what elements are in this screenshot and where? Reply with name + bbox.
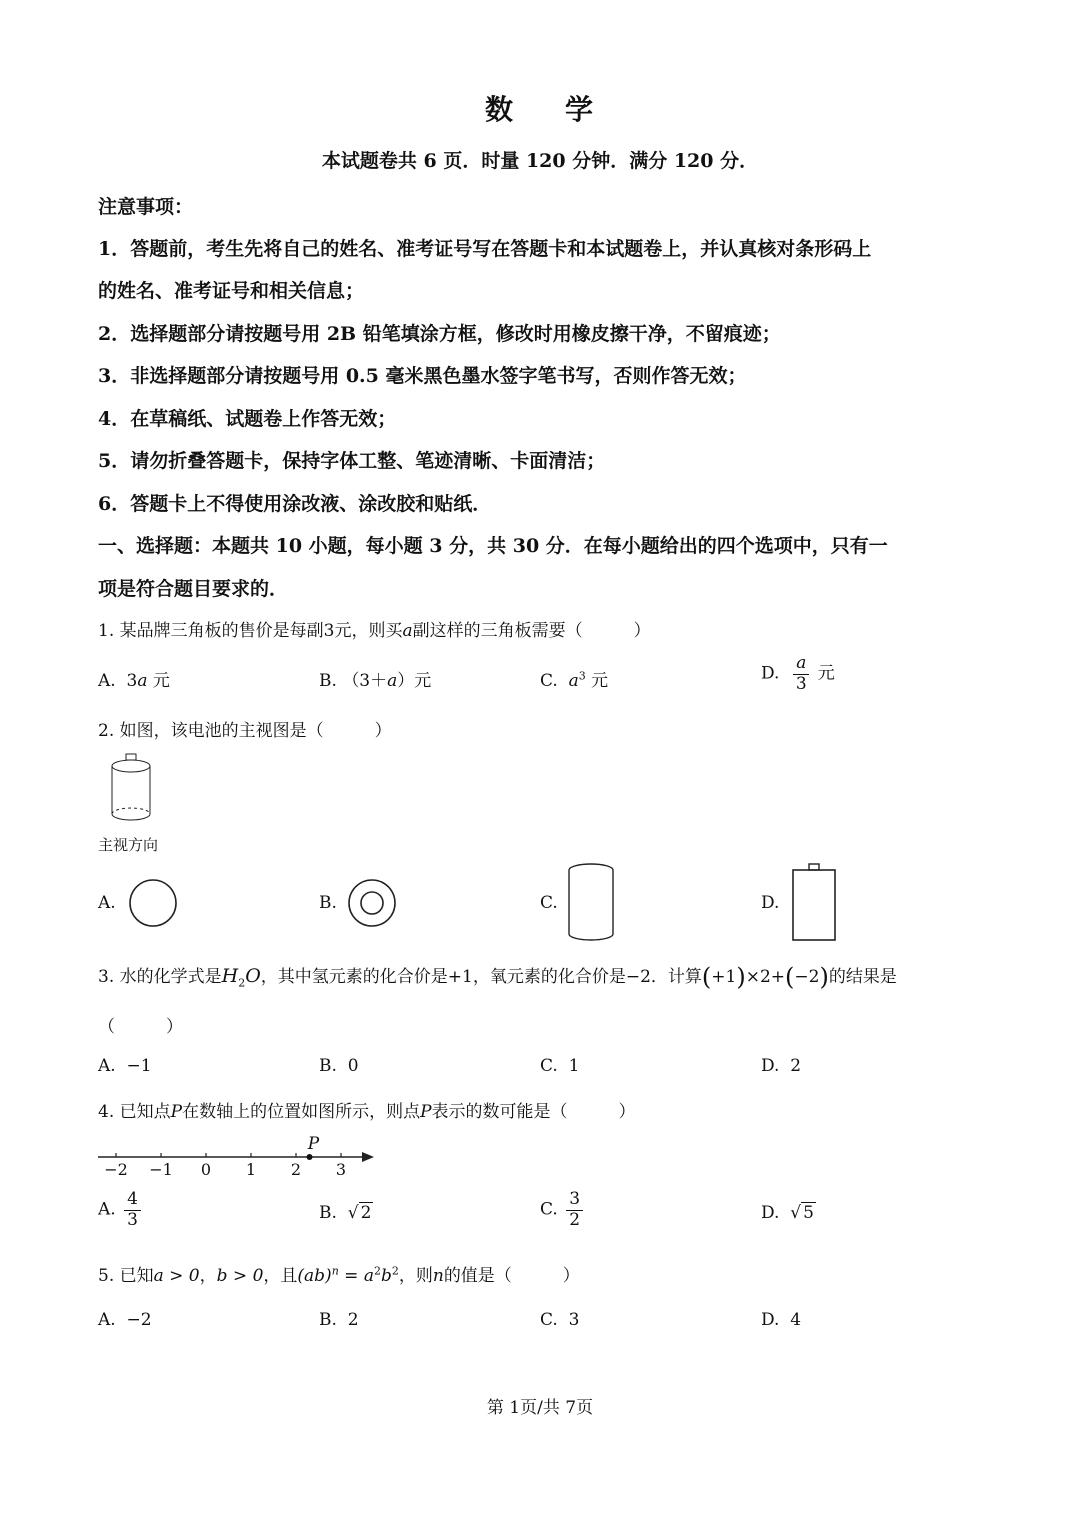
q3-option-a[interactable]: A. −1 xyxy=(98,1056,152,1076)
q5-option-a[interactable]: A. −2 xyxy=(98,1310,152,1330)
q1-option-c[interactable]: C. $a^3$ 元 xyxy=(540,669,609,691)
notice-item-4: 4．在草稿纸、试题卷上作答无效； xyxy=(98,408,397,430)
q2-option-b-concentric-circles[interactable] xyxy=(347,878,397,928)
section-heading-cont: 项是符合题目要求的． xyxy=(98,578,289,600)
question-3-answer-paren: （ ） xyxy=(98,1017,183,1037)
section-heading: 一、选择题：本题共 10 小题，每小题 3 分，共 30 分．在每小题给出的四个选项中，只有一 xyxy=(98,535,888,557)
q2-option-c-label[interactable]: C. xyxy=(540,893,558,913)
notice-item-2: 2．选择题部分请按题号用 2B 铅笔填涂方框，修改时用橡皮擦干净，不留痕迹； xyxy=(98,323,781,345)
battery-3d-figure xyxy=(112,754,160,826)
q3-option-d[interactable]: D. 2 xyxy=(761,1056,802,1076)
fraction: $\frac{a}{3}$ xyxy=(793,654,809,694)
point-p xyxy=(307,1154,313,1160)
q2-option-d-battery-rect[interactable] xyxy=(791,862,837,944)
q5-option-d[interactable]: D. 4 xyxy=(761,1310,802,1330)
exam-info: 本试题卷共 6 页．时量 120 分钟．满分 120 分． xyxy=(321,150,759,172)
q1-option-b[interactable]: B. （3＋a）元 xyxy=(319,671,432,691)
notice-item-1-cont: 的姓名、准考证号和相关信息； xyxy=(98,280,365,302)
axis-tick-label: −2 xyxy=(104,1160,128,1179)
q2-option-a-circle[interactable] xyxy=(128,878,178,928)
notice-heading: 注意事项： xyxy=(98,196,194,218)
q4-option-c[interactable]: C. $\frac{3}{2}$ xyxy=(540,1190,586,1230)
axis-tick-label: −1 xyxy=(149,1160,173,1179)
question-1-stem: 1. 某品牌三角板的售价是每副3元，则买a副这样的三角板需要（ ） xyxy=(98,621,651,641)
question-3-stem: 3. 水的化学式是$H_2O$，其中氢元素的化合价是+1，氧元素的化合价是−2．计算(+1)×2+(−2)的结果是 xyxy=(98,963,897,991)
axis-tick-label: 0 xyxy=(200,1160,212,1179)
q2-option-b-label[interactable]: B. xyxy=(319,893,337,913)
page-title: 数 学 xyxy=(484,93,596,126)
axis-arrow xyxy=(362,1152,374,1162)
axis-tick-label: 2 xyxy=(290,1160,302,1179)
q4-option-d[interactable]: D. √ 5 xyxy=(761,1203,814,1223)
q4-option-a[interactable]: A. $\frac{4}{3}$ xyxy=(98,1190,144,1230)
page-number: 第 1页/共 7页 xyxy=(486,1398,594,1418)
q3-option-c[interactable]: C. 1 xyxy=(540,1056,580,1076)
q1-option-d[interactable]: D. $\frac{a}{3}$ 元 xyxy=(761,653,835,694)
q3-option-b[interactable]: B. 0 xyxy=(319,1056,359,1076)
axis-tick-label: 1 xyxy=(245,1160,257,1179)
notice-item-3: 3．非选择题部分请按题号用 0.5 毫米黑色墨水签字笔书写，否则作答无效； xyxy=(98,365,747,387)
q5-option-c[interactable]: C. 3 xyxy=(540,1310,580,1330)
question-5-stem: 5. 已知a > 0，b > 0，且$(ab)^n = a^2b^2$，则n的值是（ ） xyxy=(98,1264,580,1286)
q4-option-b[interactable]: B. √ 2 xyxy=(319,1203,372,1223)
notice-item-5: 5．请勿折叠答题卡，保持字体工整、笔迹清晰、卡面清洁； xyxy=(98,450,606,472)
q2-option-c-cylinder[interactable] xyxy=(567,862,615,944)
view-direction-label: 主视方向 xyxy=(98,836,159,854)
number-line xyxy=(96,1132,386,1182)
notice-item-1: 1．答题前，考生先将自己的姓名、准考证号写在答题卡和本试题卷上，并认真核对条形码上 xyxy=(98,238,872,260)
q2-option-a-label[interactable]: A. xyxy=(98,893,116,913)
axis-tick-label: 3 xyxy=(335,1160,347,1179)
q1-option-a[interactable]: A. 3a 元 xyxy=(98,671,170,691)
q2-option-d-label[interactable]: D. xyxy=(761,893,780,913)
question-4-stem: 4. 已知点P在数轴上的位置如图所示，则点P表示的数可能是（ ） xyxy=(98,1102,636,1122)
q5-option-b[interactable]: B. 2 xyxy=(319,1310,359,1330)
notice-item-6: 6．答题卡上不得使用涂改液、涂改胶和贴纸． xyxy=(98,493,492,515)
question-2-stem: 2. 如图，该电池的主视图是（ ） xyxy=(98,721,392,741)
point-p-label: P xyxy=(307,1134,320,1154)
